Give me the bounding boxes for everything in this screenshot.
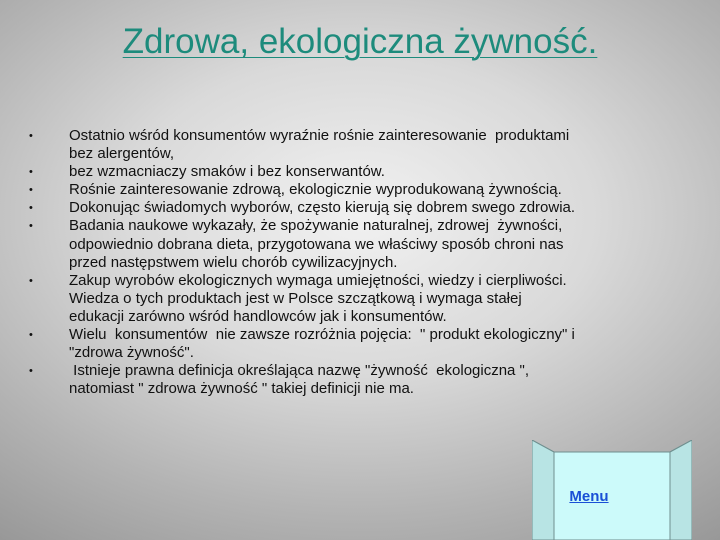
bullet-text: Dokonując świadomych wyborów, często kierują się dobrem swego zdrowia.: [69, 199, 576, 217]
bullet-dot: •: [29, 184, 33, 197]
bullet-dot: •: [29, 274, 33, 287]
bullet-item: [29, 362, 693, 398]
bullet-item: [29, 217, 693, 271]
bullet-text: Zakup wyrobów ekologicznych wymaga umiejętności, wiedzy i cierpliwości. Wiedza o tych produktach jest w Polsce szczątkową i wymaga stałej edukacji zarówno wśród handlowców jak i konsumentów.: [69, 271, 567, 325]
bullet-item: [29, 163, 693, 181]
bullet-item: [29, 326, 693, 362]
bullet-item: [29, 199, 693, 217]
bullet-item: [29, 181, 693, 199]
bullet-dot: •: [29, 130, 33, 142]
bullet-item: [29, 272, 693, 326]
bullet-text: Ostatnio wśród konsumentów wyraźnie rośnie zainteresowanie produktami bez alergentów,: [69, 127, 570, 163]
bullet-dot: •: [29, 220, 33, 233]
bullet-text: Badania naukowe wykazały, że spożywanie naturalnej, zdrowej żywności, odpowiednio dobrana dieta, przygotowana we właściwy sposób chroni nas przed następstwem wielu chorób cywilizacyjnych.: [69, 217, 564, 271]
bullet-dot: •: [29, 202, 33, 215]
menu-button[interactable]: Menu: [569, 488, 609, 505]
bullet-text: Istnieje prawna definicja określająca nazwę "żywność ekologiczna ", natomiast " zdrowa żywność " takiej definicji nie ma.: [69, 362, 530, 398]
bullet-dot: •: [29, 166, 33, 179]
bullet-text: Wielu konsumentów nie zawsze rozróżnia pojęcia: " produkt ekologiczny" i "zdrowa żywność".: [69, 326, 575, 362]
bullet-list: [29, 127, 693, 398]
bullet-dot: •: [29, 329, 33, 342]
bullet-text: bez wzmacniaczy smaków i bez konserwantów.: [69, 163, 385, 181]
slide-title: Zdrowa, ekologiczna żywność.: [122, 22, 598, 61]
bullet-text: Rośnie zainteresowanie zdrową, ekologicznie wyprodukowaną żywnością.: [69, 181, 562, 199]
bullet-dot: •: [29, 365, 33, 378]
bullet-item: [29, 127, 693, 163]
